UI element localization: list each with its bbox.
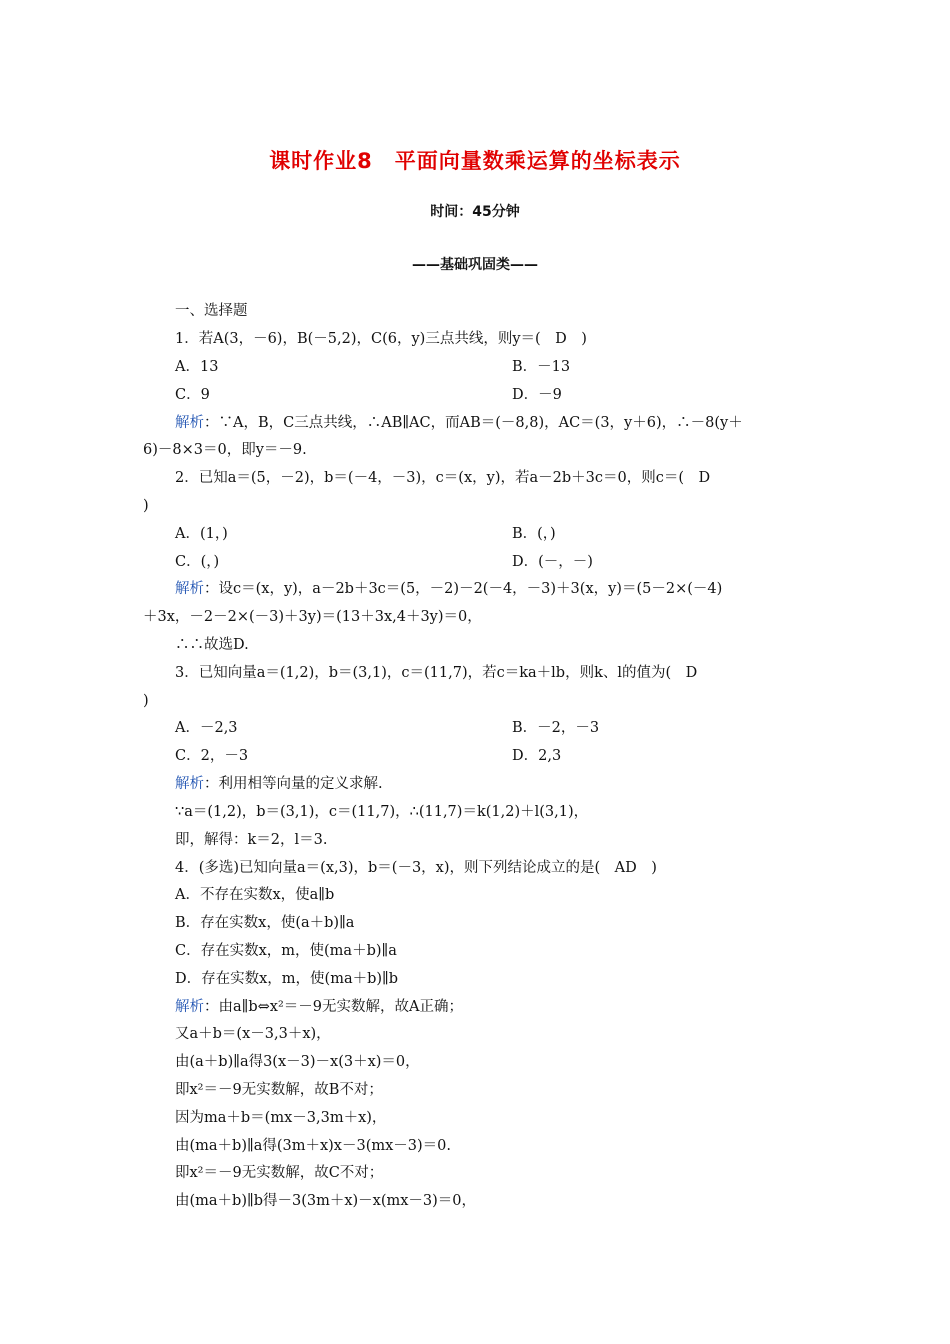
- line-text: 因为ma＋b＝(mx－3,3m＋x)，: [175, 1110, 387, 1126]
- analysis-label: 解析: [175, 999, 204, 1015]
- text-line: [175, 858, 657, 878]
- line-text: 即x²＝－9无实数解，故C不对；: [175, 1165, 384, 1181]
- text-line: [175, 1024, 331, 1044]
- line-text: B．－2，－3: [512, 720, 600, 736]
- text-line: [175, 1191, 476, 1211]
- line-text: 又a＋b＝(x－3,3＋x)，: [175, 1026, 331, 1042]
- line-text: C．存在实数x，m，使(ma＋b)∥a: [175, 943, 397, 959]
- text-line: [175, 718, 238, 738]
- text-line: [175, 885, 334, 905]
- line-text: 由(ma＋b)∥a得(3m＋x)x－3(mx－3)＝0.: [175, 1138, 452, 1154]
- text-line: [175, 524, 228, 544]
- section-heading: ——基础巩固类——: [412, 257, 538, 273]
- line-text: 即x²＝－9无实数解，故B不对；: [175, 1082, 383, 1098]
- line-text: 2．已知a＝(5，－2)，b＝(－4，－3)，c＝(x，y)，若a－2b＋3c＝0，则c＝( D: [175, 470, 711, 486]
- text-line: [175, 1108, 386, 1128]
- text-line: [175, 1080, 383, 1100]
- line-text: A．(1，): [175, 526, 228, 542]
- line-text: B．－13: [512, 359, 571, 375]
- text-line: [175, 830, 327, 850]
- text-line: [175, 969, 398, 989]
- line-text: 即，解得：k＝2，l＝3.: [175, 832, 328, 848]
- text-line: [175, 746, 248, 766]
- text-line: [175, 357, 218, 377]
- line-text: A．不存在实数x，使a∥b: [175, 887, 335, 903]
- analysis-label: 解析: [175, 776, 204, 792]
- text-line: [512, 385, 562, 405]
- text-line: [175, 413, 743, 433]
- text-line: [175, 579, 722, 599]
- line-text: ∴∴故选D.: [175, 637, 249, 653]
- line-text: ：由a∥b⇔x²＝－9无实数解，故A正确；: [204, 999, 463, 1015]
- line-text: 由(a＋b)∥a得3(x－3)－x(3＋x)＝0，: [175, 1054, 420, 1070]
- line-text: 由(ma＋b)∥b得－3(3m＋x)－x(mx－3)＝0，: [175, 1193, 477, 1209]
- line-text: A．－2,3: [175, 720, 238, 736]
- line-text: 1．若A(3，－6)，B(－5,2)，C(6，y)三点共线，则y＝( D ): [175, 331, 587, 347]
- line-text: ＋3x，－2－2×(－3)＋3y)＝(13＋3x,4＋3y)＝0，: [143, 609, 482, 625]
- line-text: ): [143, 498, 149, 514]
- text-line: [512, 357, 570, 377]
- line-text: C．9: [175, 387, 210, 403]
- line-text: ：设c＝(x，y)，a－2b＋3c＝(5，－2)－2(－4，－3)＋3(x，y)＝(5－2×(－4): [204, 581, 723, 597]
- text-line: [175, 301, 248, 321]
- text-line: [175, 663, 697, 683]
- text-line: [143, 691, 149, 711]
- line-text: 3．已知向量a＝(1,2)，b＝(3,1)，c＝(11,7)，若c＝ka＋lb，则k、l的值为( D: [175, 665, 698, 681]
- line-text: ∵a＝(1,2)，b＝(3,1)，c＝(11,7)，∴(11,7)＝k(1,2)＋l(3,1)，: [175, 804, 589, 820]
- text-line: [512, 524, 556, 544]
- text-line: [143, 440, 307, 460]
- line-text: A．13: [175, 359, 219, 375]
- text-line: [175, 468, 710, 488]
- line-text: D．(－，－): [512, 554, 593, 570]
- text-line: [175, 941, 397, 961]
- line-text: C．2，－3: [175, 748, 249, 764]
- line-text: B．存在实数x，使(a＋b)∥a: [175, 915, 355, 931]
- line-text: ：利用相等向量的定义求解.: [204, 776, 383, 792]
- text-line: [175, 385, 210, 405]
- line-text: D．2,3: [512, 748, 562, 764]
- time-limit: 时间：45分钟: [430, 204, 520, 220]
- text-line: [175, 635, 249, 655]
- text-line: [512, 746, 561, 766]
- text-line: [175, 552, 219, 572]
- line-text: 一、选择题: [175, 303, 248, 319]
- analysis-label: 解析: [175, 415, 204, 431]
- page-title: 课时作业8 平面向量数乘运算的坐标表示: [269, 149, 681, 173]
- text-line: [143, 607, 482, 627]
- line-text: C．(，): [175, 554, 220, 570]
- text-line: [175, 802, 588, 822]
- text-line: [175, 1136, 451, 1156]
- text-line: [512, 552, 593, 572]
- text-line: [175, 774, 383, 794]
- line-text: B．(，): [512, 526, 556, 542]
- analysis-label: 解析: [175, 581, 204, 597]
- line-text: ：∵A，B，C三点共线，∴AB∥AC，而AB＝(－8,8)，AC＝(3，y＋6)，∴－8(y＋: [204, 415, 743, 431]
- line-text: D．存在实数x，m，使(ma＋b)∥b: [175, 971, 399, 987]
- text-line: [175, 1163, 383, 1183]
- text-line: [175, 913, 354, 933]
- line-text: ): [143, 693, 149, 709]
- text-line: [175, 997, 463, 1017]
- text-line: [175, 1052, 420, 1072]
- text-line: [512, 718, 599, 738]
- text-line: [143, 496, 149, 516]
- line-text: 6)－8×3＝0，即y＝－9.: [143, 442, 307, 458]
- text-line: [175, 329, 587, 349]
- line-text: D．－9: [512, 387, 562, 403]
- line-text: 4．(多选)已知向量a＝(x,3)，b＝(－3，x)，则下列结论成立的是( AD ): [175, 860, 657, 876]
